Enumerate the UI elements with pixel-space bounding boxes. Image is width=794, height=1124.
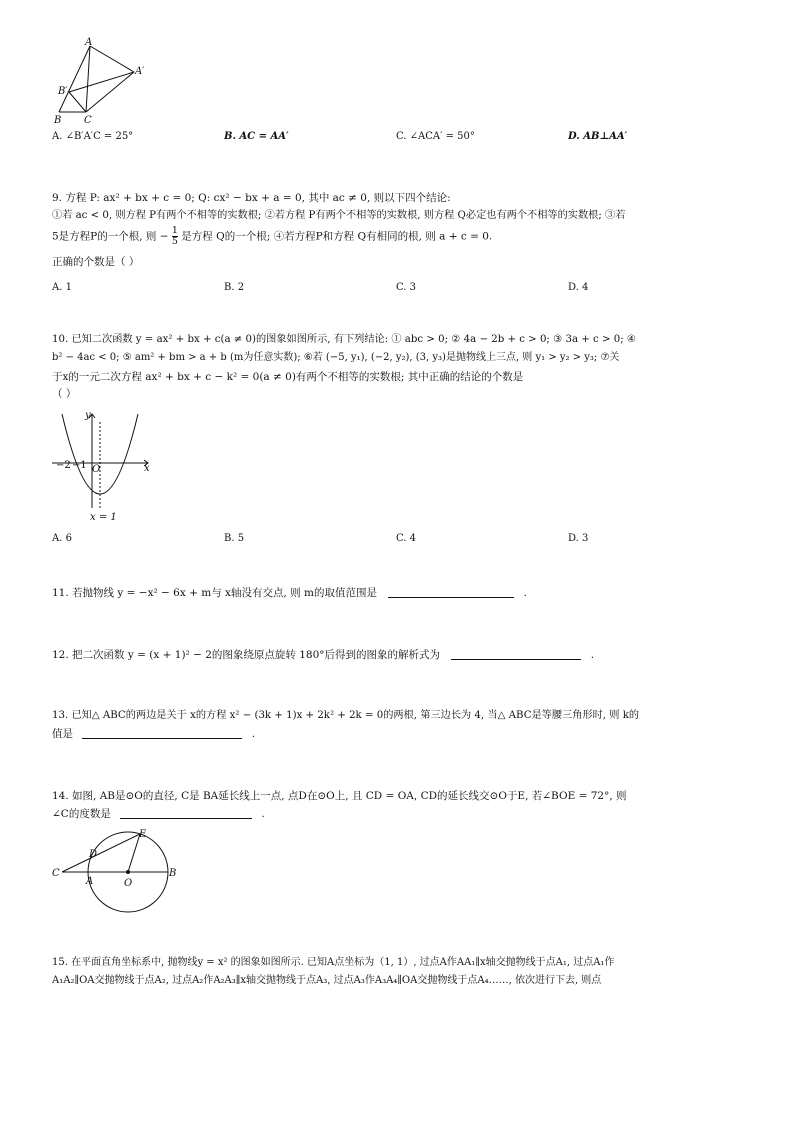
q15-line1: 15. 在平面直角坐标系中, 抛物线y = x² 的图象如图所示. 已知A点坐标为（1, 1）, 过点A作AA₁∥x轴交抛物线于点A₁, 过点A₁作	[52, 957, 615, 968]
q9-line3-end: 是方程 Q的一个根; ④若方程P和方程 Q有相同的根, 则 a + c = 0.	[181, 230, 493, 243]
q9-line3	[52, 226, 492, 247]
q13-text: 值是	[52, 728, 73, 740]
q9-fraction-num: 1	[171, 225, 178, 236]
q12-period: .	[590, 649, 595, 661]
q10-line2: b² − 4ac < 0; ⑤ am² + bm > a + b (m为任意实数); ⑥若 (−5, y₁), (−2, y₂), (3, y₃)是抛物线上三点, 则 y₁ > y₂ > y₃; ⑦关	[52, 352, 620, 363]
q10-y-label: y	[85, 410, 91, 421]
q8-label-C: C	[84, 115, 92, 126]
q12-text: 12. 把二次函数 y = (x + 1)² − 2的图象绕原点旋转 180°后得到的图象的解析式为	[52, 649, 441, 661]
q10-answer-prompt: （ ）	[52, 388, 77, 400]
q11-period: .	[523, 587, 527, 599]
q9-line1: 9. 方程 P: ax² + bx + c = 0; Q: cx² − bx + a = 0, 其中 ac ≠ 0, 则以下四个结论:	[52, 192, 451, 204]
q14-label-B: B	[169, 868, 177, 879]
q14-line2	[52, 807, 265, 821]
q15-line2: A₁A₂∥OA交抛物线于点A₂, 过点A₂作A₂A₃∥x轴交抛物线于点A₃, 过点A₃作A₃A₄∥OA交抛物线于点A₄……, 依次进行下去, 则点	[52, 975, 602, 986]
q14-label-O: O	[124, 878, 133, 889]
q8-segment-AC	[86, 46, 90, 112]
q14-label-D: D	[89, 849, 98, 860]
q8-segment-A1B1	[69, 72, 134, 92]
q13-line1: 13. 已知△ ABC的两边是关于 x的方程 x² − (3k + 1)x + 2k² + 2k = 0的两根, 第三边长为 4, 当△ ABC是等腰三角形时, 则 k的	[52, 710, 640, 721]
q14-figure	[50, 826, 180, 916]
q8-option-d[interactable]: D. AB⊥AA′	[568, 131, 628, 142]
q10-line1: 10. 已知二次函数 y = ax² + bx + c(a ≠ 0)的图象如图所示, 有下列结论: ① abc > 0; ② 4a − 2b + c > 0; ③ 3a + c > 0; ④	[52, 334, 637, 345]
q10-axis-equation: x = 1	[90, 512, 117, 523]
q14-answer-blank[interactable]	[120, 808, 252, 819]
q12-line	[52, 648, 594, 662]
q9-answer-prompt: 正确的个数是（ ）	[52, 256, 140, 268]
q8-figure	[52, 36, 152, 126]
q11-text: 11. 若抛物线 y = −x² − 6x + m与 x轴没有交点, 则 m的取值范围是	[52, 587, 377, 599]
q14-text: ∠C的度数是	[52, 808, 111, 820]
q11-line	[52, 586, 527, 600]
q9-option-c[interactable]: C. 3	[396, 282, 417, 293]
q14-label-C: C	[52, 868, 60, 879]
q8-label-B1: B′	[58, 86, 68, 97]
q14-line-CE	[62, 834, 140, 872]
q9-fraction	[172, 226, 178, 247]
q8-segment-A1C	[86, 72, 134, 112]
q10-tick-neg1: −1	[72, 460, 87, 471]
q9-line2: ①若 ac < 0, 则方程 P有两个不相等的实数根; ②若方程 P有两个不相等的实数根, 则方程 Q必定也有两个不相等的实数根; ③若	[52, 210, 626, 221]
q9-fraction-den: 5	[171, 236, 178, 247]
q8-option-b[interactable]: B. AC = AA′	[224, 131, 289, 142]
q10-option-d[interactable]: D. 3	[568, 533, 589, 544]
q10-origin-label: O	[92, 464, 101, 475]
q14-line1: 14. 如图, AB是⊙O的直径, C是 BA延长线上一点, 点D在⊙O上, 且 CD = OA, CD的延长线交⊙O于E, 若∠BOE = 72°, 则	[52, 790, 627, 802]
q10-line3: 于x的一元二次方程 ax² + bx + c − k² = 0(a ≠ 0)有两个不相等的实数根; 其中正确的结论的个数是	[52, 371, 524, 383]
q10-option-c[interactable]: C. 4	[396, 533, 417, 544]
q14-center-dot	[126, 870, 130, 874]
q10-option-a[interactable]: A. 6	[52, 533, 72, 544]
q14-label-E: E	[139, 829, 147, 840]
q10-graph	[50, 408, 160, 524]
q8-segment-B1C	[69, 92, 86, 112]
q8-option-c[interactable]: C. ∠ACA′ = 50°	[396, 131, 475, 142]
q8-label-A: A	[85, 37, 93, 48]
q8-option-a[interactable]: A. ∠B′A′C = 25°	[52, 131, 134, 142]
q8-segment-AB	[59, 46, 90, 112]
q12-answer-blank[interactable]	[451, 649, 581, 660]
q10-tick-neg2: −2	[56, 460, 71, 471]
q8-label-B: B	[54, 115, 62, 126]
q9-option-b[interactable]: B. 2	[224, 282, 245, 293]
q8-segment-AA1	[90, 46, 134, 72]
q9-option-a[interactable]: A. 1	[52, 282, 72, 293]
q11-answer-blank[interactable]	[388, 587, 514, 598]
q9-line3-start: 5是方程P的一个根, 则 −	[52, 230, 169, 243]
q14-period: .	[261, 808, 265, 820]
q13-line2	[52, 727, 255, 741]
q10-option-b[interactable]: B. 5	[224, 533, 245, 544]
q9-option-d[interactable]: D. 4	[568, 282, 589, 293]
q13-answer-blank[interactable]	[82, 728, 242, 739]
q14-label-A: A	[86, 876, 94, 887]
q13-period: .	[251, 728, 256, 740]
q10-x-label: x	[144, 463, 150, 474]
q8-label-A1: A′	[135, 66, 145, 77]
